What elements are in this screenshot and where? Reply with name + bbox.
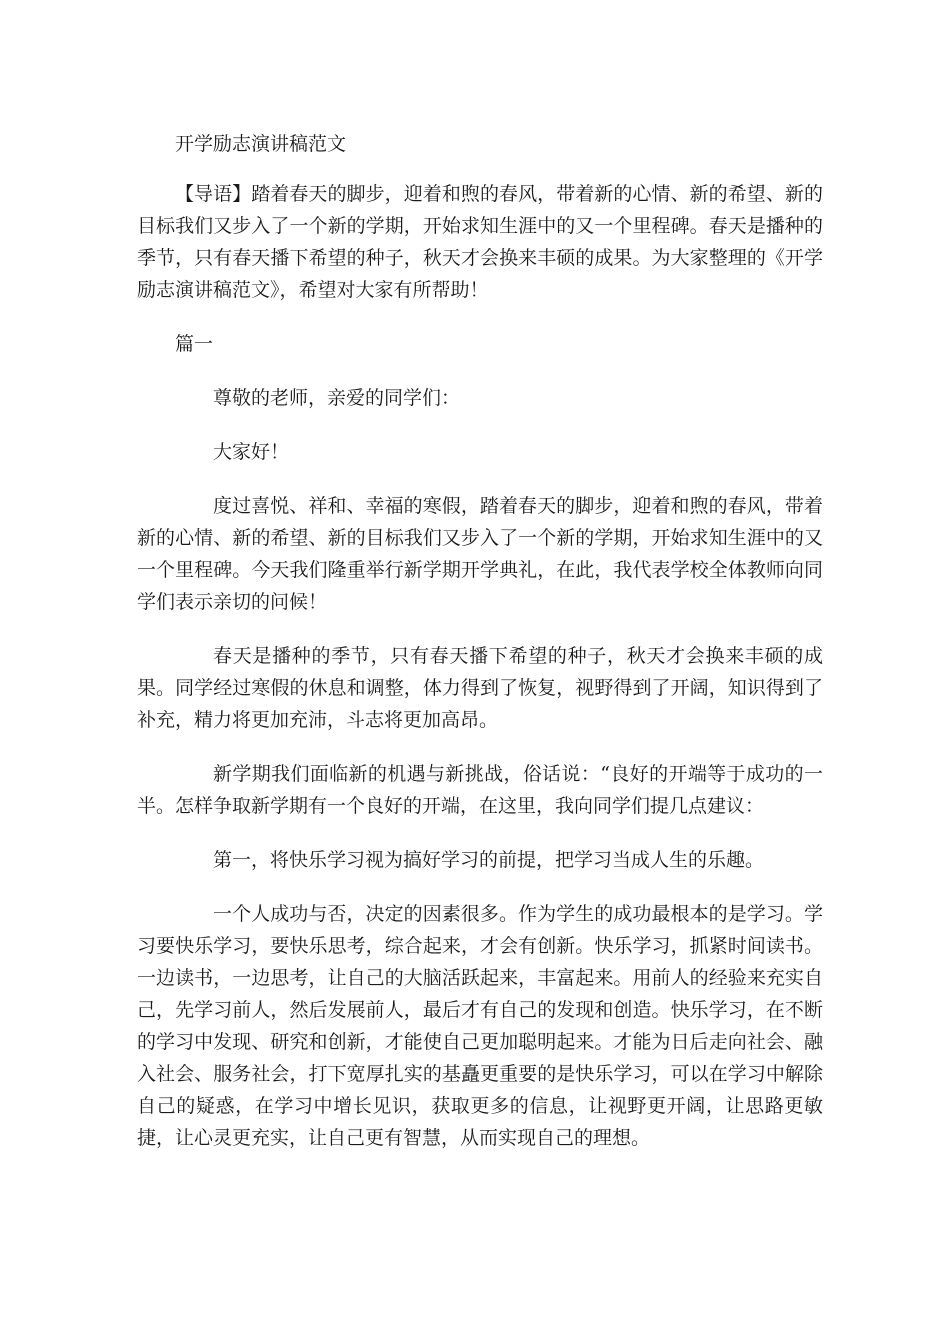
greeting: 大家好！ [213, 441, 290, 463]
body-paragraph: 春天是播种的季节，只有春天播下希望的种子，秋天才会换来丰硕的成果。同学经过寒假的休息和调整，体力得到了恢复，视野得到了开阔，知识得到了补充，精力将更加充沛，斗志将更加高昂。 [137, 645, 823, 731]
lead-paragraph: 【导语】踏着春天的脚步，迎着和煦的春风，带着新的心情、新的希望、新的目标我们又步入了一个新的学期，开始求知生涯中的又一个里程碑。春天是播种的季节，只有春天播下希望的种子，秋天才会换来丰硕的成果。为大家整理的《开学励志演讲稿范文》，希望对大家有所帮助！ [137, 183, 823, 301]
body-paragraph: 新学期我们面临新的机遇与新挑战，俗话说：“良好的开端等于成功的一半。怎样争取新学期有一个良好的开端，在这里，我向同学们提几点建议： [137, 763, 823, 817]
body-paragraph: 一个人成功与否，决定的因素很多。作为学生的成功最根本的是学习。学习要快乐学习，要快乐思考，综合起来，才会有创新。快乐学习，抓紧时间读书。一边读书，一边思考，让自己的大脑活跃起来，丰富起来。用前人的经验来充实自己，先学习前人，然后发展前人，最后才有自己的发现和创造。快乐学习，在不断的学习中发现、研究和创新，才能使自己更加聪明起来。才能为日后走向社会、融入社会、服务社会，打下宽厚扎实的基矗更重要的是快乐学习，可以在学习中解除自己的疑惑，在学习中增长见识，获取更多的信息，让视野更开阔，让思路更敏捷，让心灵更充实，让自己更有智慧，从而实现自己的理想。 [137, 903, 823, 1149]
salutation: 尊敬的老师，亲爱的同学们： [213, 387, 461, 409]
body-paragraph: 第一，将快乐学习视为搞好学习的前提，把学习当成人生的乐趣。 [213, 849, 765, 871]
document-title: 开学励志演讲稿范文 [175, 133, 347, 155]
body-paragraph: 度过喜悦、祥和、幸福的寒假，踏着春天的脚步，迎着和煦的春风，带着新的心情、新的希望、新的目标我们又步入了一个新的学期，开始求知生涯中的又一个里程碑。今天我们隆重举行新学期开学典礼，在此，我代表学校全体教师向同学们表示亲切的问候！ [137, 495, 823, 613]
section-heading: 篇一 [175, 333, 214, 355]
document-page [137, 128, 823, 1176]
